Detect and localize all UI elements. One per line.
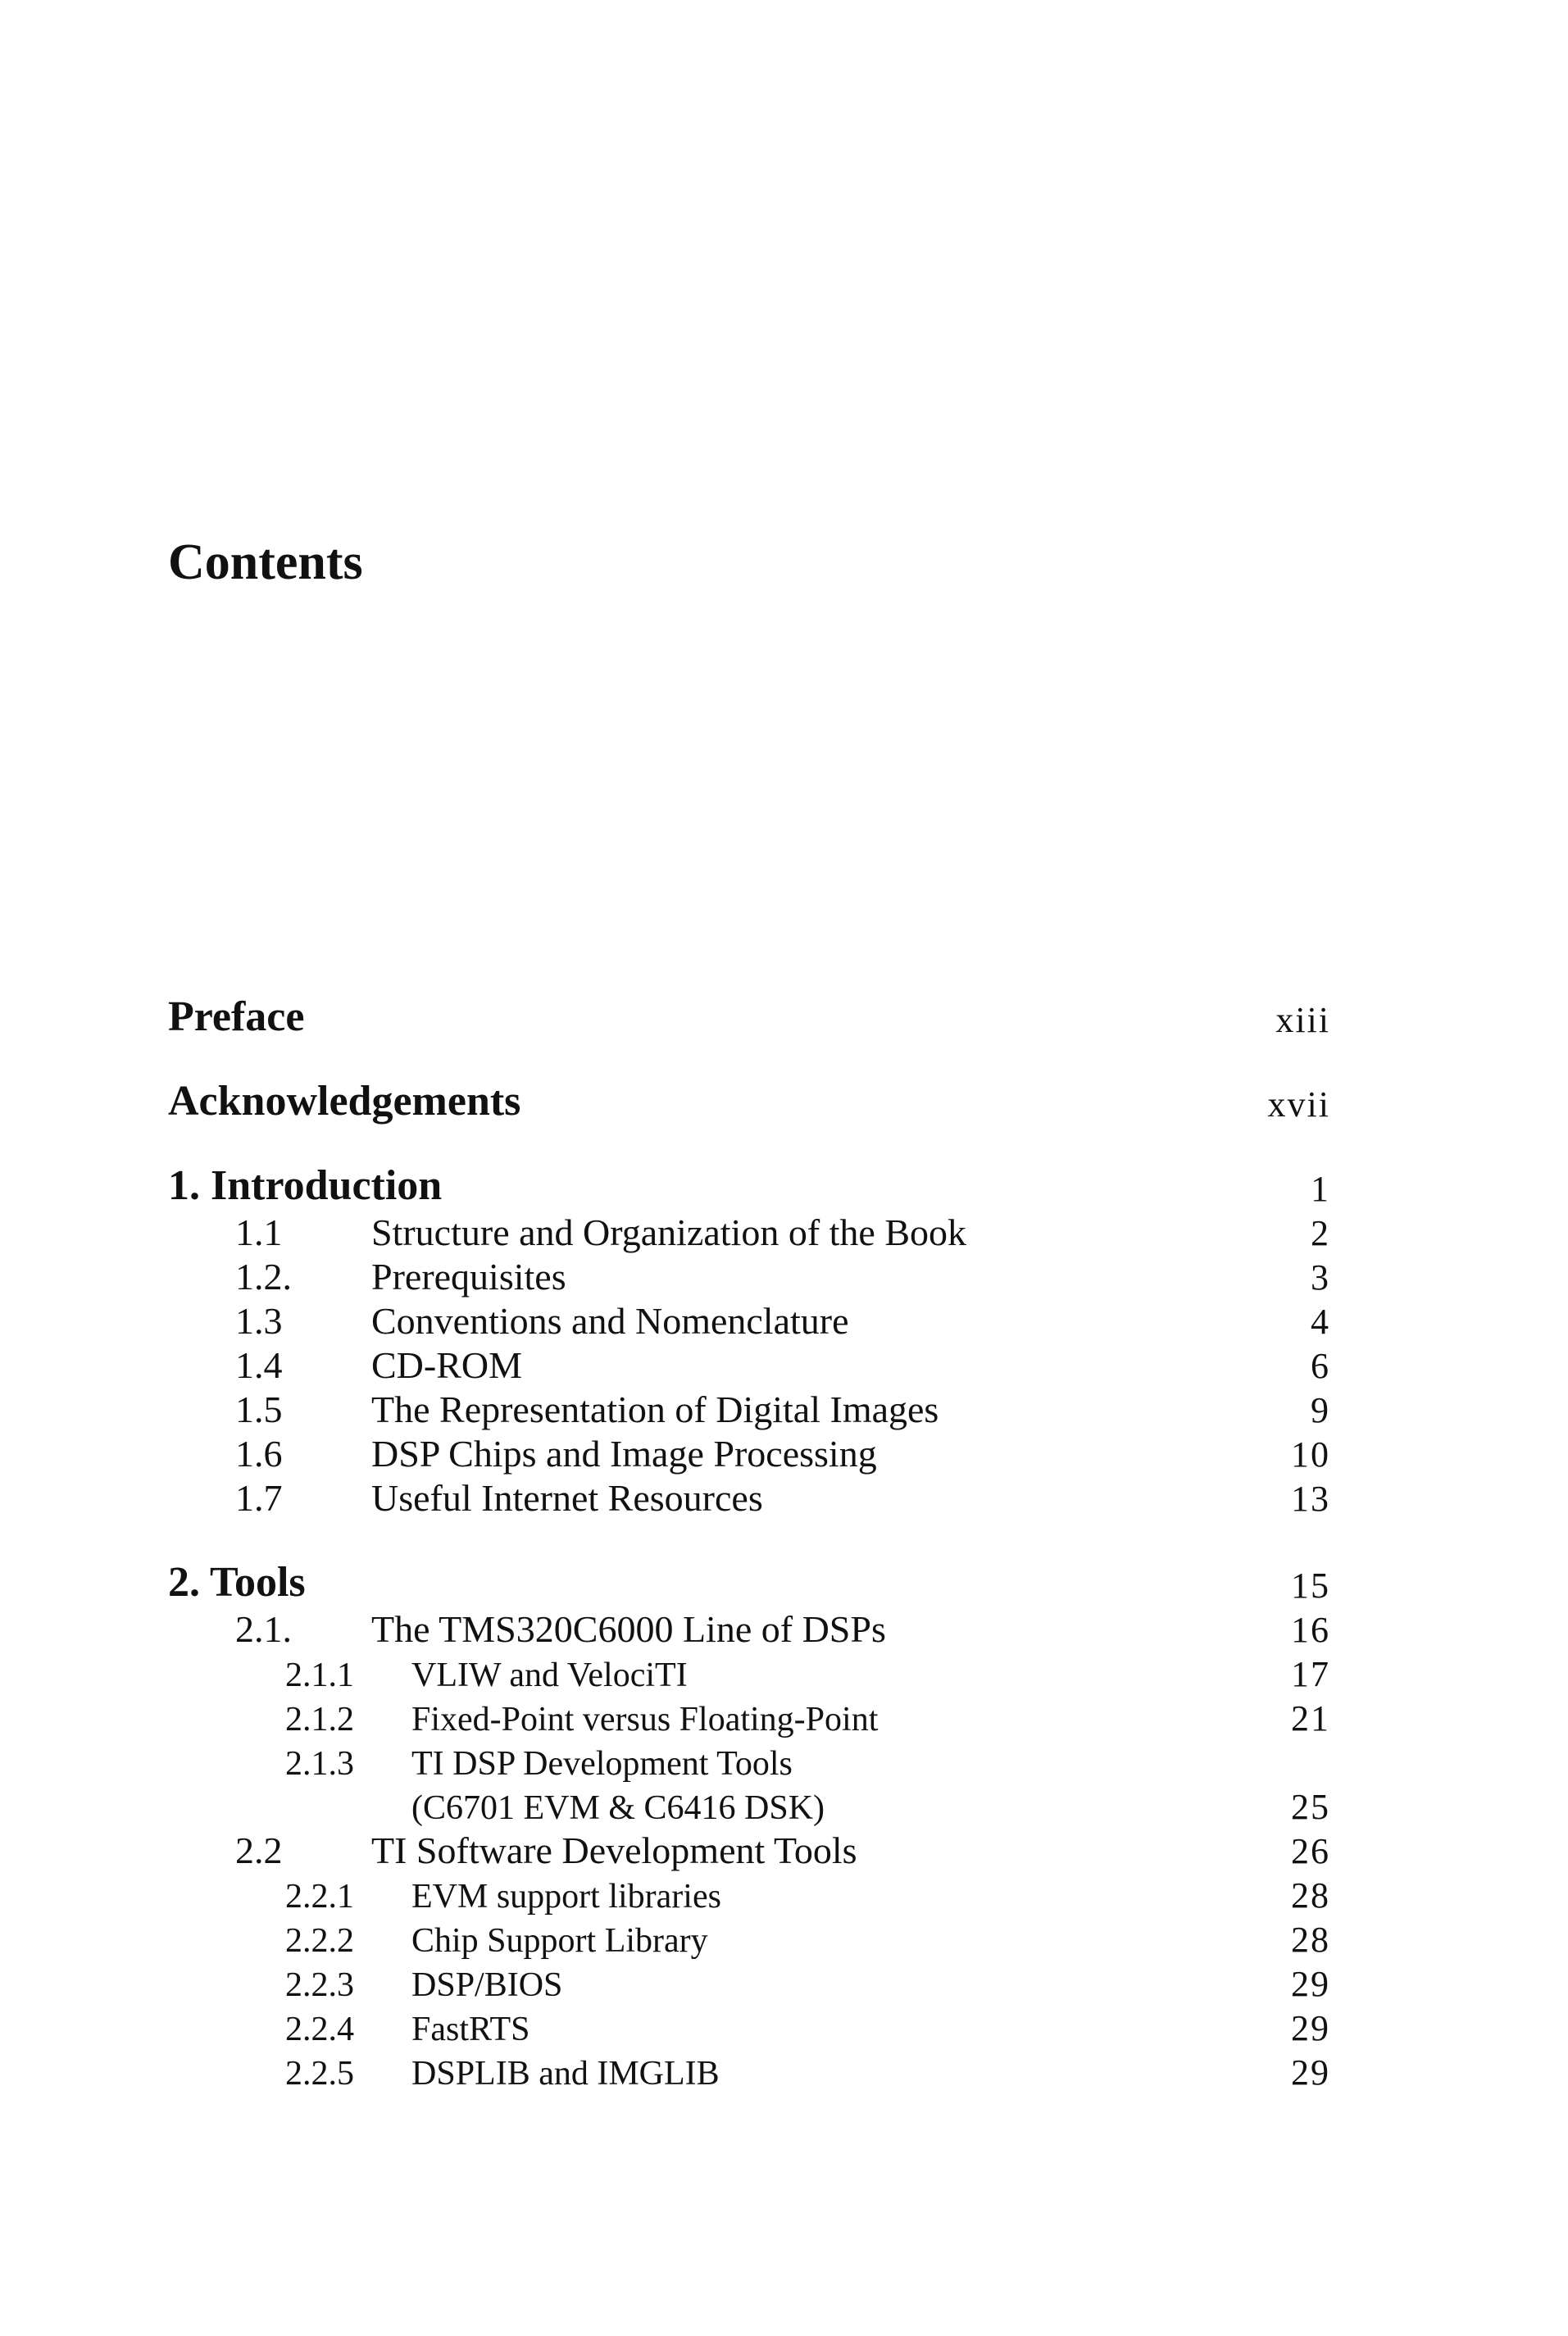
toc-subsection — [0, 1646, 1568, 1695]
section-title: The TMS320C6000 Line of DSPs — [371, 1608, 886, 1650]
section-number: 1.6 — [235, 1433, 283, 1475]
section-title: TI Software Development Tools — [371, 1829, 857, 1871]
subsection-title: DSPLIB and IMGLIB — [411, 2055, 720, 2093]
section-title: DSP Chips and Image Processing — [371, 1433, 877, 1475]
section-page: 3 — [1311, 1257, 1330, 1298]
toc-section — [0, 1382, 1568, 1431]
toc-subsection — [0, 1867, 1568, 1916]
page-title: Contents — [168, 534, 363, 590]
subsection-title: TI DSP Development Tools — [411, 1745, 793, 1783]
toc-subsection — [0, 2000, 1568, 2049]
subsection-number: 2.1.2 — [285, 1701, 354, 1738]
toc-subsection — [0, 2044, 1568, 2093]
section-number: 1.3 — [235, 1300, 283, 1342]
toc-chapter-2 — [0, 1557, 1568, 1607]
section-title: Useful Internet Resources — [371, 1477, 763, 1519]
toc-entry-page: xiii — [1275, 1000, 1330, 1040]
toc-subsection-continuation — [0, 1779, 1568, 1828]
section-number: 1.5 — [235, 1388, 283, 1430]
subsection-number: 2.2.5 — [285, 2055, 354, 2093]
toc-entry-page: xvii — [1267, 1084, 1330, 1125]
chapter-page: 15 — [1291, 1566, 1330, 1606]
toc-section — [0, 1205, 1568, 1254]
section-page: 6 — [1311, 1346, 1330, 1386]
subsection-page: 25 — [1291, 1787, 1330, 1827]
subsection-title: EVM support libraries — [411, 1878, 721, 1916]
section-number: 1.4 — [235, 1344, 283, 1386]
toc-subsection — [0, 1734, 1568, 1784]
subsection-title: Fixed-Point versus Floating-Point — [411, 1701, 879, 1738]
subsection-number: 2.2.3 — [285, 1966, 354, 2004]
toc-entry-preface — [0, 992, 1568, 1041]
subsection-number: 2.1.3 — [285, 1745, 354, 1783]
subsection-title: DSP/BIOS — [411, 1966, 563, 2004]
section-number: 1.2. — [235, 1256, 292, 1298]
subsection-page: 29 — [1291, 2052, 1330, 2093]
subsection-page: 28 — [1291, 1920, 1330, 1960]
toc-section — [0, 1470, 1568, 1520]
section-page: 10 — [1291, 1434, 1330, 1475]
toc-section — [0, 1338, 1568, 1387]
section-title: Prerequisites — [371, 1256, 566, 1298]
toc-entry-title: Acknowledgements — [168, 1078, 521, 1125]
subsection-number: 2.2.1 — [285, 1878, 354, 1916]
subsection-title: FastRTS — [411, 2011, 530, 2048]
toc-section — [0, 1293, 1568, 1343]
toc-entry-title: Preface — [168, 993, 305, 1040]
chapter-title: 2. Tools — [168, 1559, 306, 1606]
toc-entry-acknowledgements — [0, 1076, 1568, 1125]
chapter-title: 1. Introduction — [168, 1162, 443, 1209]
section-page: 13 — [1291, 1479, 1330, 1519]
chapter-page: 1 — [1311, 1169, 1330, 1209]
toc-section — [0, 1426, 1568, 1475]
subsection-number: 2.2.4 — [285, 2011, 354, 2048]
subsection-title: (C6701 EVM & C6416 DSK) — [411, 1789, 825, 1827]
section-number: 1.1 — [235, 1211, 283, 1253]
subsection-page: 28 — [1291, 1875, 1330, 1916]
section-number: 2.1. — [235, 1608, 292, 1650]
section-page: 2 — [1311, 1213, 1330, 1253]
section-title: Structure and Organization of the Book — [371, 1211, 967, 1253]
subsection-number: 2.1.1 — [285, 1657, 354, 1694]
section-page: 4 — [1311, 1302, 1330, 1342]
subsection-page: 17 — [1291, 1654, 1330, 1694]
subsection-title: Chip Support Library — [411, 1922, 708, 1960]
toc-section — [0, 1249, 1568, 1298]
section-page: 26 — [1291, 1831, 1330, 1871]
subsection-page: 29 — [1291, 2008, 1330, 2048]
subsection-number: 2.2.2 — [285, 1922, 354, 1960]
toc-subsection — [0, 1911, 1568, 1961]
subsection-title: VLIW and VelociTI — [411, 1657, 688, 1694]
toc-section — [0, 1602, 1568, 1651]
toc-section — [0, 1823, 1568, 1872]
section-number: 1.7 — [235, 1477, 283, 1519]
section-page: 16 — [1291, 1610, 1330, 1650]
toc-subsection — [0, 1690, 1568, 1739]
section-title: The Representation of Digital Images — [371, 1388, 939, 1430]
toc-chapter-1 — [0, 1161, 1568, 1210]
toc-subsection — [0, 1956, 1568, 2005]
section-title: Conventions and Nomenclature — [371, 1300, 849, 1342]
section-number: 2.2 — [235, 1829, 283, 1871]
subsection-page: 29 — [1291, 1964, 1330, 2004]
subsection-page: 21 — [1291, 1698, 1330, 1738]
section-title: CD-ROM — [371, 1344, 523, 1386]
section-page: 9 — [1311, 1390, 1330, 1430]
